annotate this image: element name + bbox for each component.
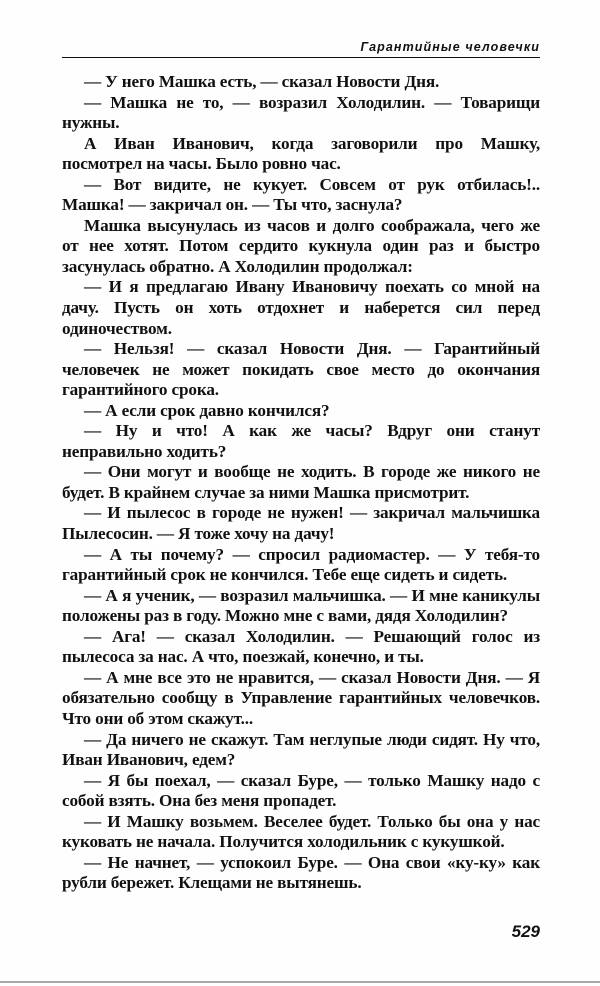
body-text [62,72,540,894]
paragraph: — И Машку возьмем. Веселее будет. Только бы она у нас куковать не начала. Получится холодильник с кукушкой. [62,811,540,852]
paragraph: — Нельзя! — сказал Новости Дня. — Гарантийный человечек не может покидать свое место до окончания гарантийного срока. [62,339,540,400]
paragraph: — А если срок давно кончился? [84,400,330,420]
paragraph: — И пылесос в городе не нужен! — закричал мальчишка Пылесосин. — Я тоже хочу на дачу! [62,503,540,544]
paragraph: — А я ученик, — возразил мальчишка. — И мне каникулы положены раз в году. Можно мне с вами, дядя Холодилин? [62,585,540,626]
page-number: 529 [511,922,540,941]
paragraph: — Вот видите, не кукует. Совсем от рук отбилась!.. Машка! — закричал он. — Ты что, заснула? [62,174,540,215]
paragraph: — У него Машка есть, — сказал Новости Дня. [84,72,440,91]
paragraph: — Ага! — сказал Холодилин. — Решающий голос из пылесоса за нас. А что, поезжай, конечно, и ты. [62,626,540,667]
paragraph: — Машка не то, — возразил Холодилин. — Товарищи нужны. [62,92,540,133]
page-bottom-edge [0,981,600,983]
paragraph: — Они могут и вообще не ходить. В городе же никого не будет. В крайнем случае за ними Машка присмотрит. [62,462,540,502]
paragraph: Машка высунулась из часов и долго соображала, чего же от нее хотят. Потом сердито кукнула один раз и быстро засунулась обратно. А Холодилин продолжал: [62,215,540,276]
paragraph: — А ты почему? — спросил радиомастер. — У тебя-то гарантийный срок не кончился. Тебе еще сидеть и сидеть. [62,544,540,585]
paragraph: — Не начнет, — успокоил Буре. — Она свои «ку-ку» как рубли бережет. Клещами не вытянешь. [62,852,540,893]
paragraph: — И я предлагаю Ивану Ивановичу поехать со мной на дачу. Пусть он хоть отдохнет и наберется сил перед одиночеством. [62,277,540,338]
paragraph: — Да ничего не скажут. Там неглупые люди сидят. Ну что, Иван Иванович, едем? [62,729,540,770]
paragraph: — А мне все это не нравится, — сказал Новости Дня. — Я обязательно сообщу в Управление гарантийных человечков. Что они об этом скажут... [62,667,540,728]
running-head: Гарантийные человечки [62,40,540,58]
paragraph: А Иван Иванович, когда заговорили про Машку, посмотрел на часы. Было ровно час. [62,133,540,174]
paragraph: — Я бы поехал, — сказал Буре, — только Машку надо с собой взять. Она без меня пропадет. [62,770,540,811]
paragraph: — Ну и что! А как же часы? Вдруг они станут неправильно ходить? [62,421,540,461]
